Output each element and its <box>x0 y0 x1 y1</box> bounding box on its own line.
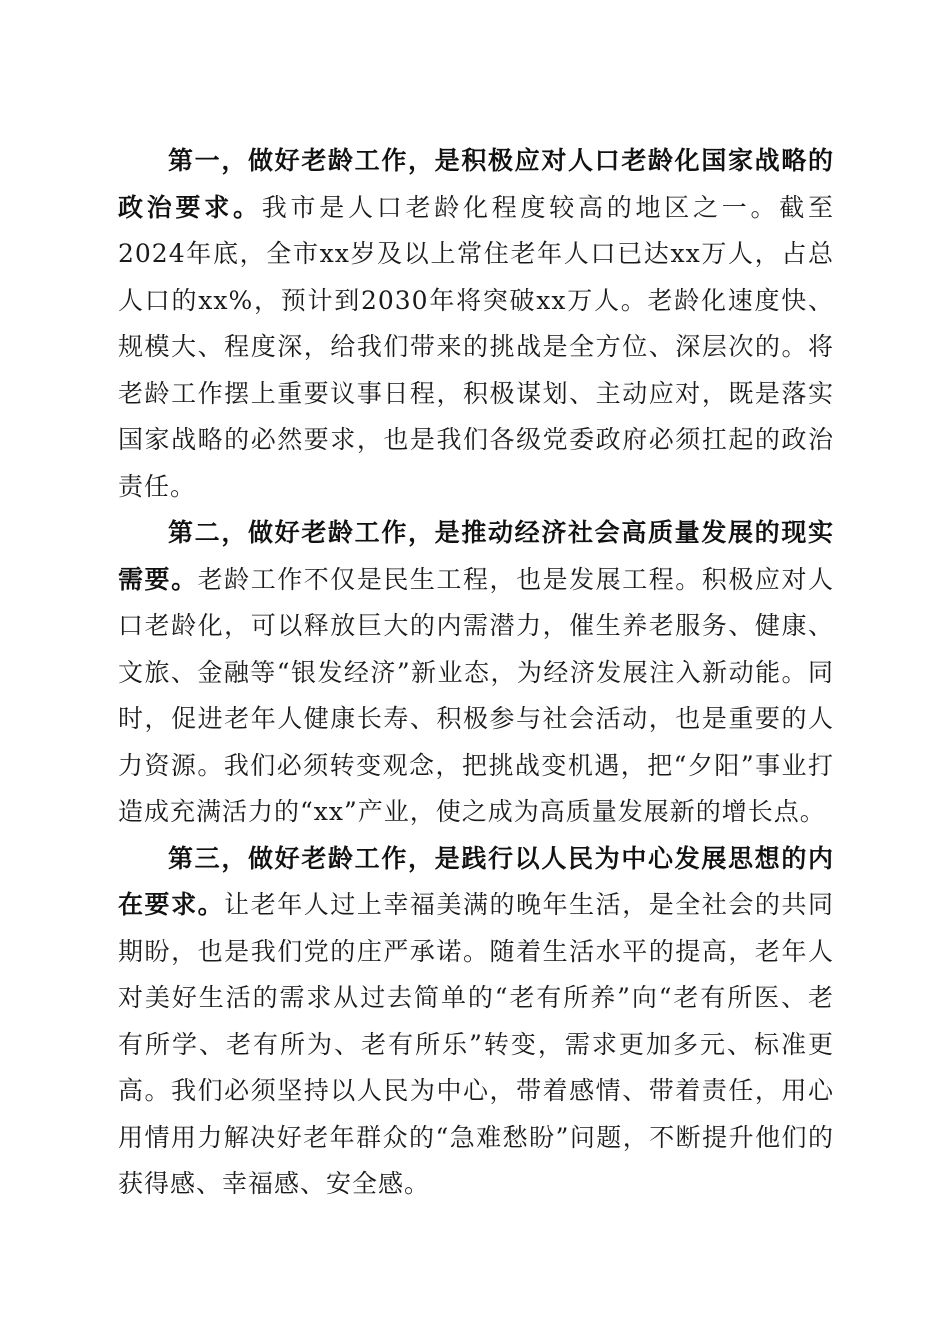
paragraph-text: 我市是人口老龄化程度较高的地区之一。截至2024年底，全市xx岁及以上常住老年人口已达xx万人，占总人口的xx%，预计到2030年将突破xx万人。老龄化速度快、规模大、程度深，给我们带来的挑战是全方位、深层次的。将老龄工作摆上重要议事日程，积极谋划、主动应对，既是落实国家战略的必然要求，也是我们各级党委政府必须扛起的政治责任。 <box>118 192 834 501</box>
paragraph-text: 老龄工作不仅是民生工程，也是发展工程。积极应对人口老龄化，可以释放巨大的内需潜力，催生养老服务、健康、文旅、金融等“银发经济”新业态，为经济发展注入新动能。同时，促进老年人健康长寿、积极参与社会活动，也是重要的人力资源。我们必须转变观念，把挑战变机遇，把“夕阳”事业打造成充满活力的“xx”产业，使之成为高质量发展新的增长点。 <box>118 564 834 826</box>
paragraph-lead: 第三，做好老龄工作，是践行以人民为中心发展思想的内在要求。 <box>118 843 834 919</box>
paragraph-lead: 第一，做好老龄工作，是积极应对人口老龄化国家战略的政治要求。 <box>118 146 834 222</box>
paragraph-2 <box>118 510 834 836</box>
paragraph-text: 让老年人过上幸福美满的晚年生活，是全社会的共同期盼，也是我们党的庄严承诺。随着生活水平的提高，老年人对美好生活的需求从过去简单的“老有所养”向“老有所医、老有所学、老有所为、老有所乐”转变，需求更加多元、标准更高。我们必须坚持以人民为中心，带着感情、带着责任，用心用情用力解决好老年群众的“急难愁盼”问题，不断提升他们的获得感、幸福感、安全感。 <box>118 890 834 1198</box>
document-body <box>118 138 834 1208</box>
paragraph-3 <box>118 836 834 1208</box>
paragraph-1 <box>118 138 834 510</box>
paragraph-lead: 第二，做好老龄工作，是推动经济社会高质量发展的现实需要。 <box>118 518 834 594</box>
